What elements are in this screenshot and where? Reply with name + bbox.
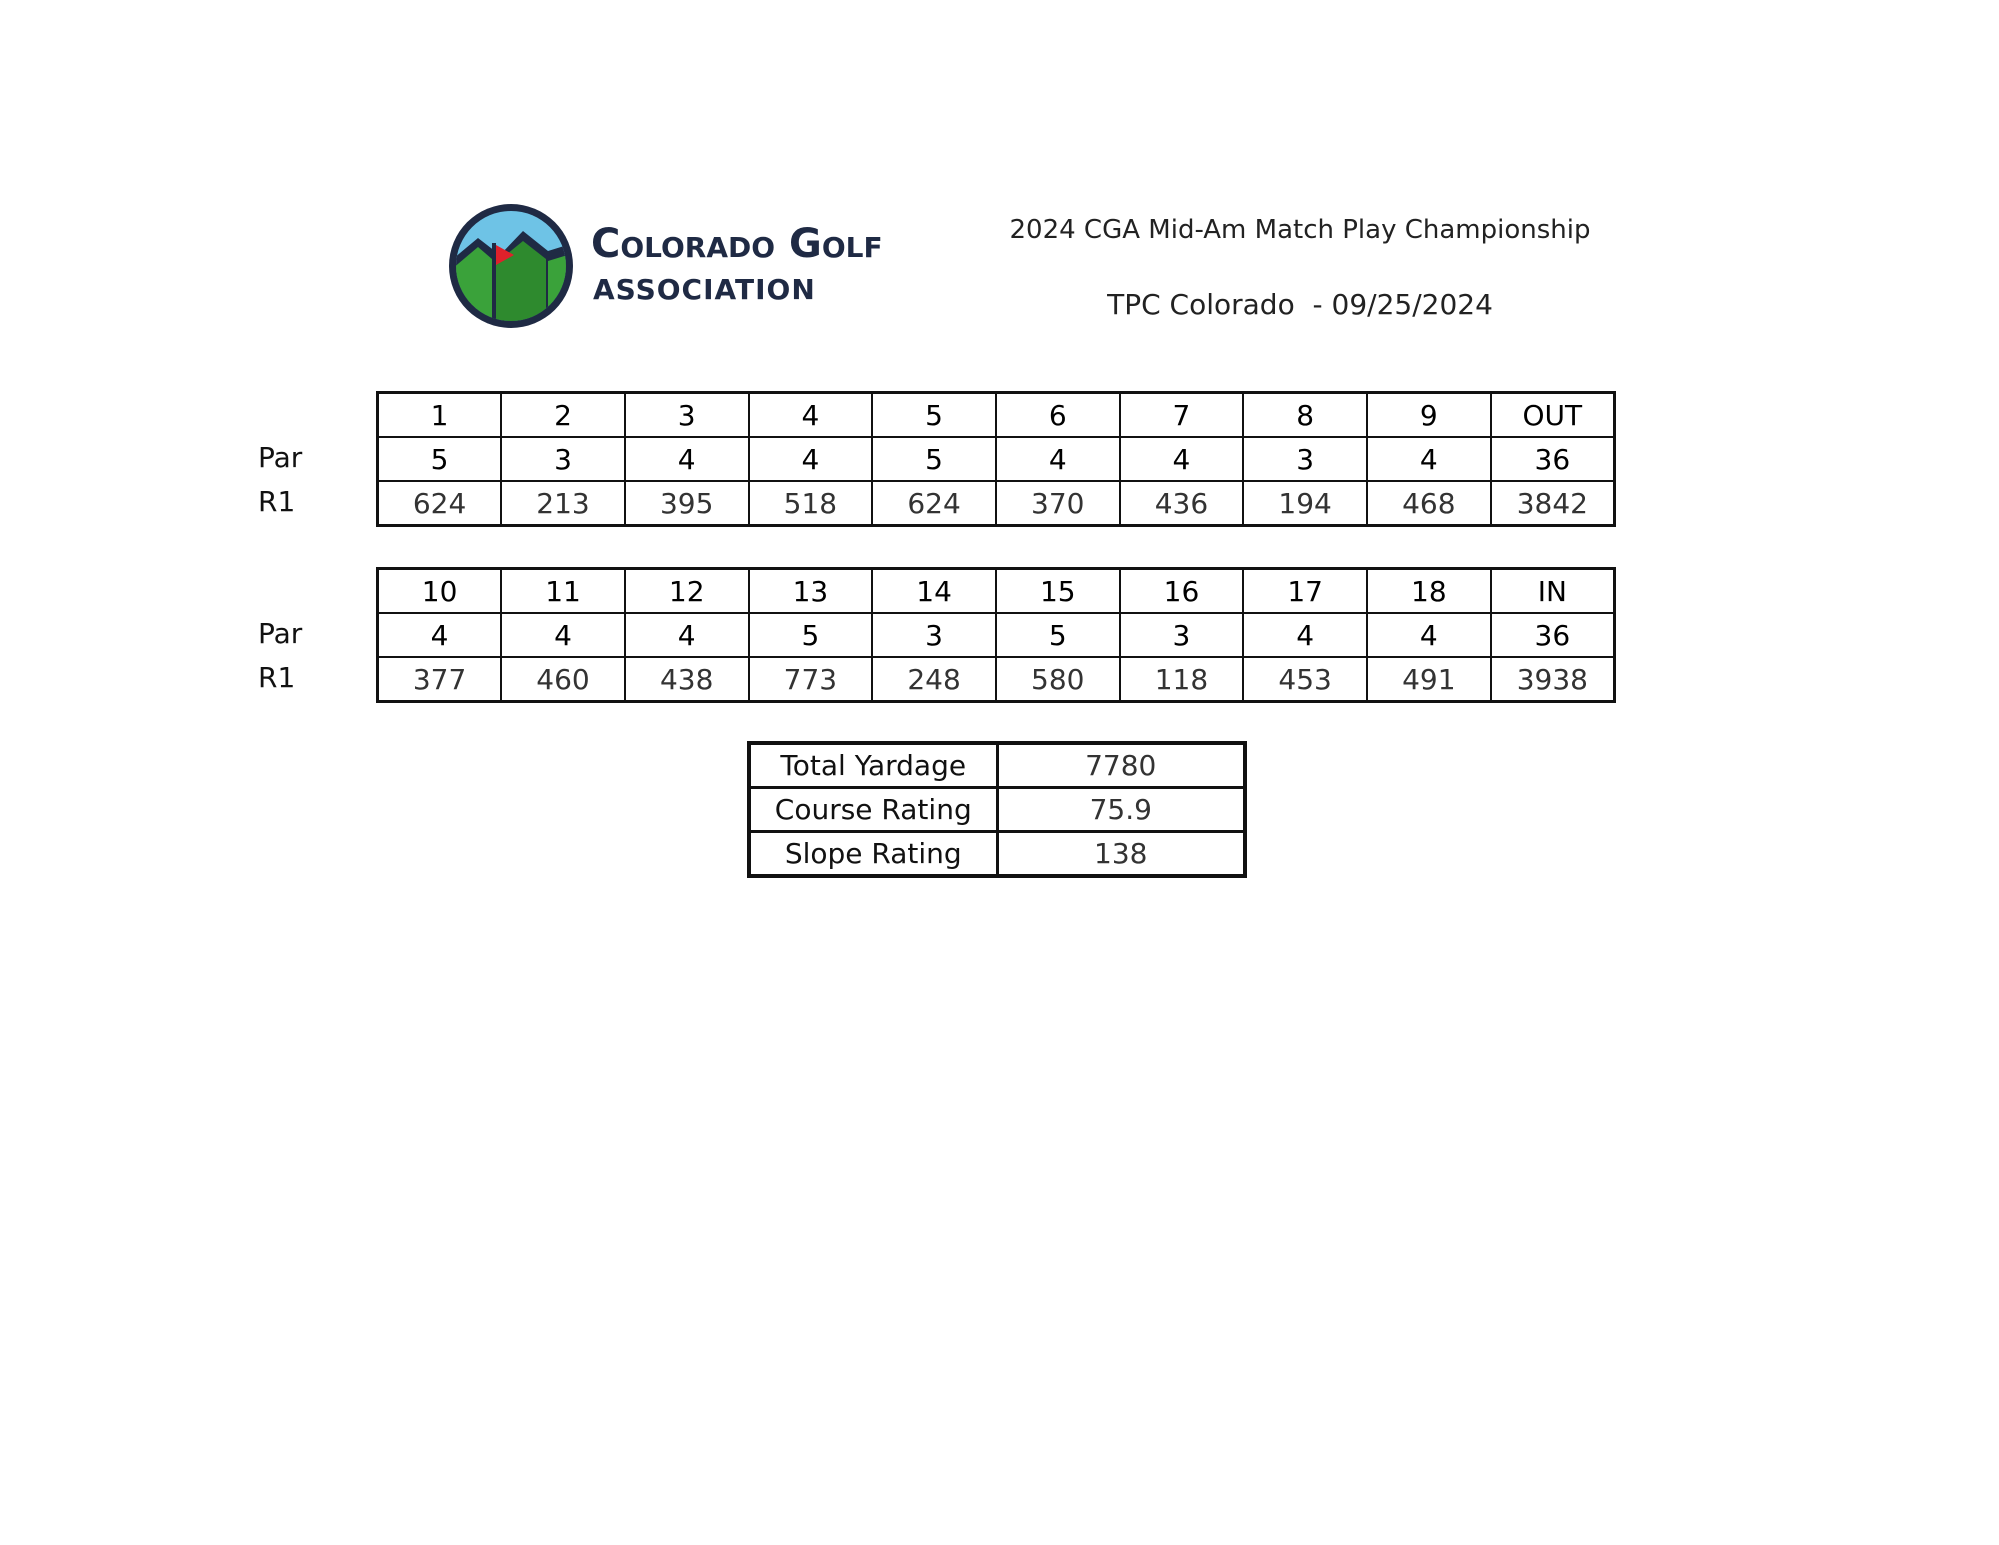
hole-cell: 8: [1243, 393, 1367, 438]
yardage-cell: 370: [996, 481, 1120, 526]
out-total-header: OUT: [1491, 393, 1615, 438]
summary-row: [749, 743, 1245, 788]
front-par-label: Par: [258, 441, 303, 474]
hole-cell: 13: [749, 569, 873, 614]
par-total-cell: 36: [1491, 437, 1615, 481]
hole-cell: 3: [625, 393, 749, 438]
hole-cell: 15: [996, 569, 1120, 614]
back-par-row: [378, 613, 1615, 657]
par-cell: 5: [378, 437, 502, 481]
par-cell: 3: [1243, 437, 1367, 481]
hole-cell: 6: [996, 393, 1120, 438]
hole-cell: 2: [501, 393, 625, 438]
par-cell: 3: [872, 613, 996, 657]
summary-label: Course Rating: [749, 788, 997, 832]
par-cell: 4: [1367, 613, 1491, 657]
course-summary-table: [747, 741, 1247, 878]
summary-row: [749, 788, 1245, 832]
hole-cell: 16: [1120, 569, 1244, 614]
front-yards-row: [378, 481, 1615, 526]
logo-text-line1: Colorado Golf: [591, 221, 883, 267]
par-cell: 4: [501, 613, 625, 657]
hole-cell: 1: [378, 393, 502, 438]
par-cell: 5: [996, 613, 1120, 657]
summary-label: Total Yardage: [749, 743, 997, 788]
summary-value: 138: [997, 832, 1245, 877]
summary-value: 7780: [997, 743, 1245, 788]
cga-logo: [448, 203, 948, 329]
event-title: 2024 CGA Mid-Am Match Play Championship: [1009, 215, 1591, 245]
hole-cell: 14: [872, 569, 996, 614]
yardage-cell: 624: [378, 481, 502, 526]
yardage-cell: 624: [872, 481, 996, 526]
front-nine-table: [376, 391, 1616, 527]
par-cell: 4: [625, 613, 749, 657]
yardage-total-cell: 3842: [1491, 481, 1615, 526]
par-cell: 3: [1120, 613, 1244, 657]
yardage-cell: 468: [1367, 481, 1491, 526]
yardage-cell: 460: [501, 657, 625, 702]
par-cell: 4: [1367, 437, 1491, 481]
back-yards-row: [378, 657, 1615, 702]
back-nine-table: [376, 567, 1616, 703]
hole-cell: 11: [501, 569, 625, 614]
yardage-cell: 118: [1120, 657, 1244, 702]
yardage-cell: 580: [996, 657, 1120, 702]
front-round-label: R1: [258, 485, 296, 518]
logo-text-line2: ASSOCIATION: [593, 273, 816, 306]
summary-value: 75.9: [997, 788, 1245, 832]
hole-cell: 17: [1243, 569, 1367, 614]
yardage-cell: 194: [1243, 481, 1367, 526]
event-venue-date: TPC Colorado - 09/25/2024: [1107, 288, 1493, 321]
hole-cell: 4: [749, 393, 873, 438]
front-holes-row: [378, 393, 1615, 438]
yardage-cell: 395: [625, 481, 749, 526]
yardage-cell: 438: [625, 657, 749, 702]
yardage-cell: 491: [1367, 657, 1491, 702]
in-total-header: IN: [1491, 569, 1615, 614]
summary-label: Slope Rating: [749, 832, 997, 877]
yardage-cell: 773: [749, 657, 873, 702]
yardage-cell: 518: [749, 481, 873, 526]
hole-cell: 7: [1120, 393, 1244, 438]
back-round-label: R1: [258, 661, 296, 694]
back-par-label: Par: [258, 617, 303, 650]
par-cell: 5: [749, 613, 873, 657]
yardage-cell: 213: [501, 481, 625, 526]
par-cell: 4: [1120, 437, 1244, 481]
hole-cell: 5: [872, 393, 996, 438]
par-cell: 4: [1243, 613, 1367, 657]
summary-row: [749, 832, 1245, 877]
par-cell: 3: [501, 437, 625, 481]
mountain-flag-logo-icon: [448, 203, 574, 329]
hole-cell: 18: [1367, 569, 1491, 614]
hole-cell: 12: [625, 569, 749, 614]
par-cell: 5: [872, 437, 996, 481]
par-cell: 4: [378, 613, 502, 657]
par-cell: 4: [996, 437, 1120, 481]
par-total-cell: 36: [1491, 613, 1615, 657]
par-cell: 4: [625, 437, 749, 481]
back-holes-row: [378, 569, 1615, 614]
front-par-row: [378, 437, 1615, 481]
par-cell: 4: [749, 437, 873, 481]
yardage-cell: 436: [1120, 481, 1244, 526]
yardage-cell: 377: [378, 657, 502, 702]
hole-cell: 9: [1367, 393, 1491, 438]
hole-cell: 10: [378, 569, 502, 614]
yardage-total-cell: 3938: [1491, 657, 1615, 702]
yardage-cell: 248: [872, 657, 996, 702]
yardage-cell: 453: [1243, 657, 1367, 702]
